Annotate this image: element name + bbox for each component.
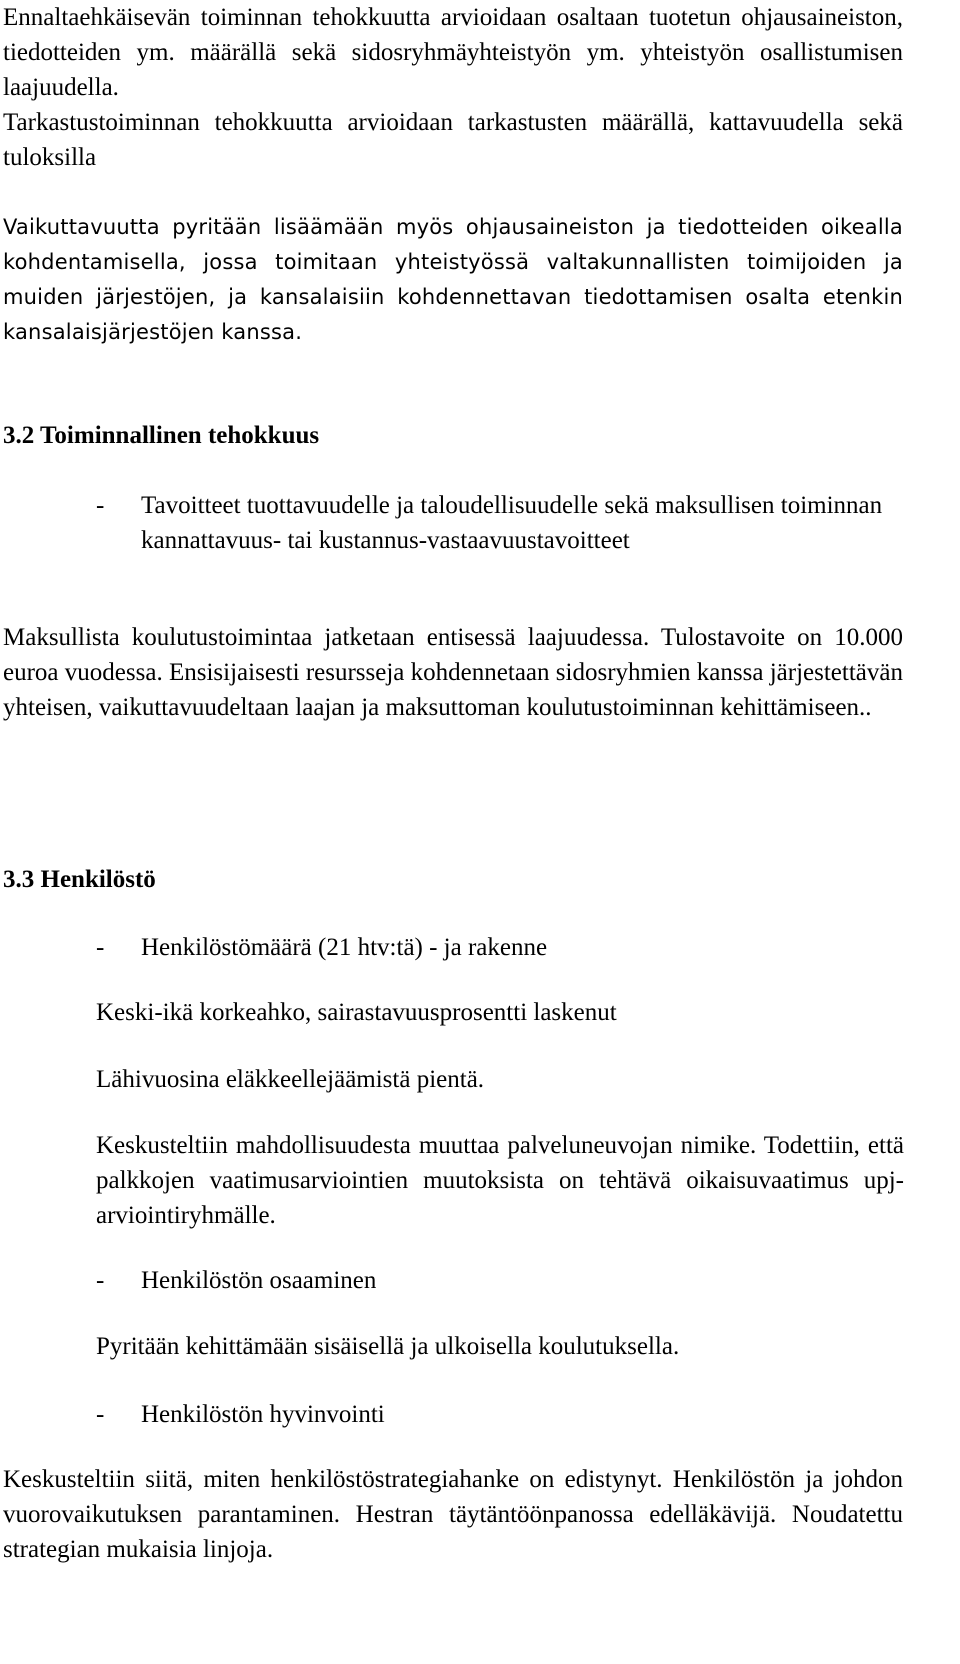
intro-paragraph-prevention: Ennaltaehkäisevän toiminnan tehokkuutta arvioidaan osaltaan tuotetun ohjausaineiston, tiedotteiden ym. määrällä sekä sidosryhmäyhteistyön ym. yhteistyön osallistumisen laajuudella. [3, 4, 903, 101]
bullet-dash: - [96, 492, 105, 519]
bullet-text: Henkilöstömäärä (21 htv:tä) - ja rakenne [141, 934, 548, 961]
bullet-item-personnel-count [96, 930, 904, 965]
section-heading-personnel: 3.3 Henkilöstö [3, 866, 156, 893]
bullet-text: Tavoitteet tuottavuudelle ja taloudellisuudelle sekä maksullisen toiminnan kannattavuus- tai kustannus-vastaavuustavoitteet [141, 492, 883, 554]
bullet-dash: - [96, 1267, 105, 1294]
bullet-dash: - [96, 1401, 105, 1428]
bullet-dash: - [96, 934, 105, 961]
bullet-item-productivity-targets [96, 488, 904, 558]
bullet-text: Henkilöstön osaaminen [141, 1267, 377, 1294]
intro-paragraph-effectiveness: Vaikuttavuutta pyritään lisäämään myös ohjausaineiston ja tiedotteiden oikealla kohdentamisella, jossa toimitaan yhteistyössä valtakunnallisten toimijoiden ja muiden järjestöjen, ja kansalaisiin kohdennettavan tiedottamisen osalta etenkin kansalaisjärjestöjen kanssa. [3, 215, 903, 344]
section-heading-operational-efficiency: 3.2 Toiminnallinen tehokkuus [3, 422, 320, 449]
paragraph-training-development: Pyritään kehittämään sisäisellä ja ulkoisella koulutuksella. [96, 1333, 680, 1360]
paragraph-paid-training: Maksullista koulutustoimintaa jatketaan entisessä laajuudessa. Tulostavoite on 10.000 euroa vuodessa. Ensisijaisesti resursseja kohdennetaan sidosryhmien kanssa järjestettävän yhteisen, vaikuttavuudeltaan laajan ja maksuttoman koulutustoiminnan kehittämiseen.. [3, 624, 903, 721]
intro-paragraph-inspection: Tarkastustoiminnan tehokkuutta arvioidaan tarkastusten määrällä, kattavuudella sekä tuloksilla [3, 109, 903, 171]
bullet-text: Henkilöstön hyvinvointi [141, 1401, 385, 1428]
bullet-item-personnel-competence [96, 1263, 904, 1298]
paragraph-personnel-strategy: Keskusteltiin siitä, miten henkilöstöstrategiahanke on edistynyt. Henkilöstön ja johdon vuorovaikutuksen parantaminen. Hestran täytäntöönpanossa edelläkävijä. Noudatettu strategian mukaisia linjoja. [3, 1466, 903, 1563]
paragraph-average-age: Keski-ikä korkeahko, sairastavuusprosentti laskenut [96, 999, 617, 1026]
paragraph-retirements: Lähivuosina eläkkeellejäämistä pientä. [96, 1066, 485, 1093]
bullet-item-personnel-wellbeing [96, 1397, 904, 1432]
paragraph-job-title-discussion: Keskusteltiin mahdollisuudesta muuttaa palveluneuvojan nimike. Todettiin, että palkkojen vaatimusarviointien muutoksista on tehtävä oikaisuvaatimus upj-arviointiryhmälle. [96, 1132, 904, 1229]
